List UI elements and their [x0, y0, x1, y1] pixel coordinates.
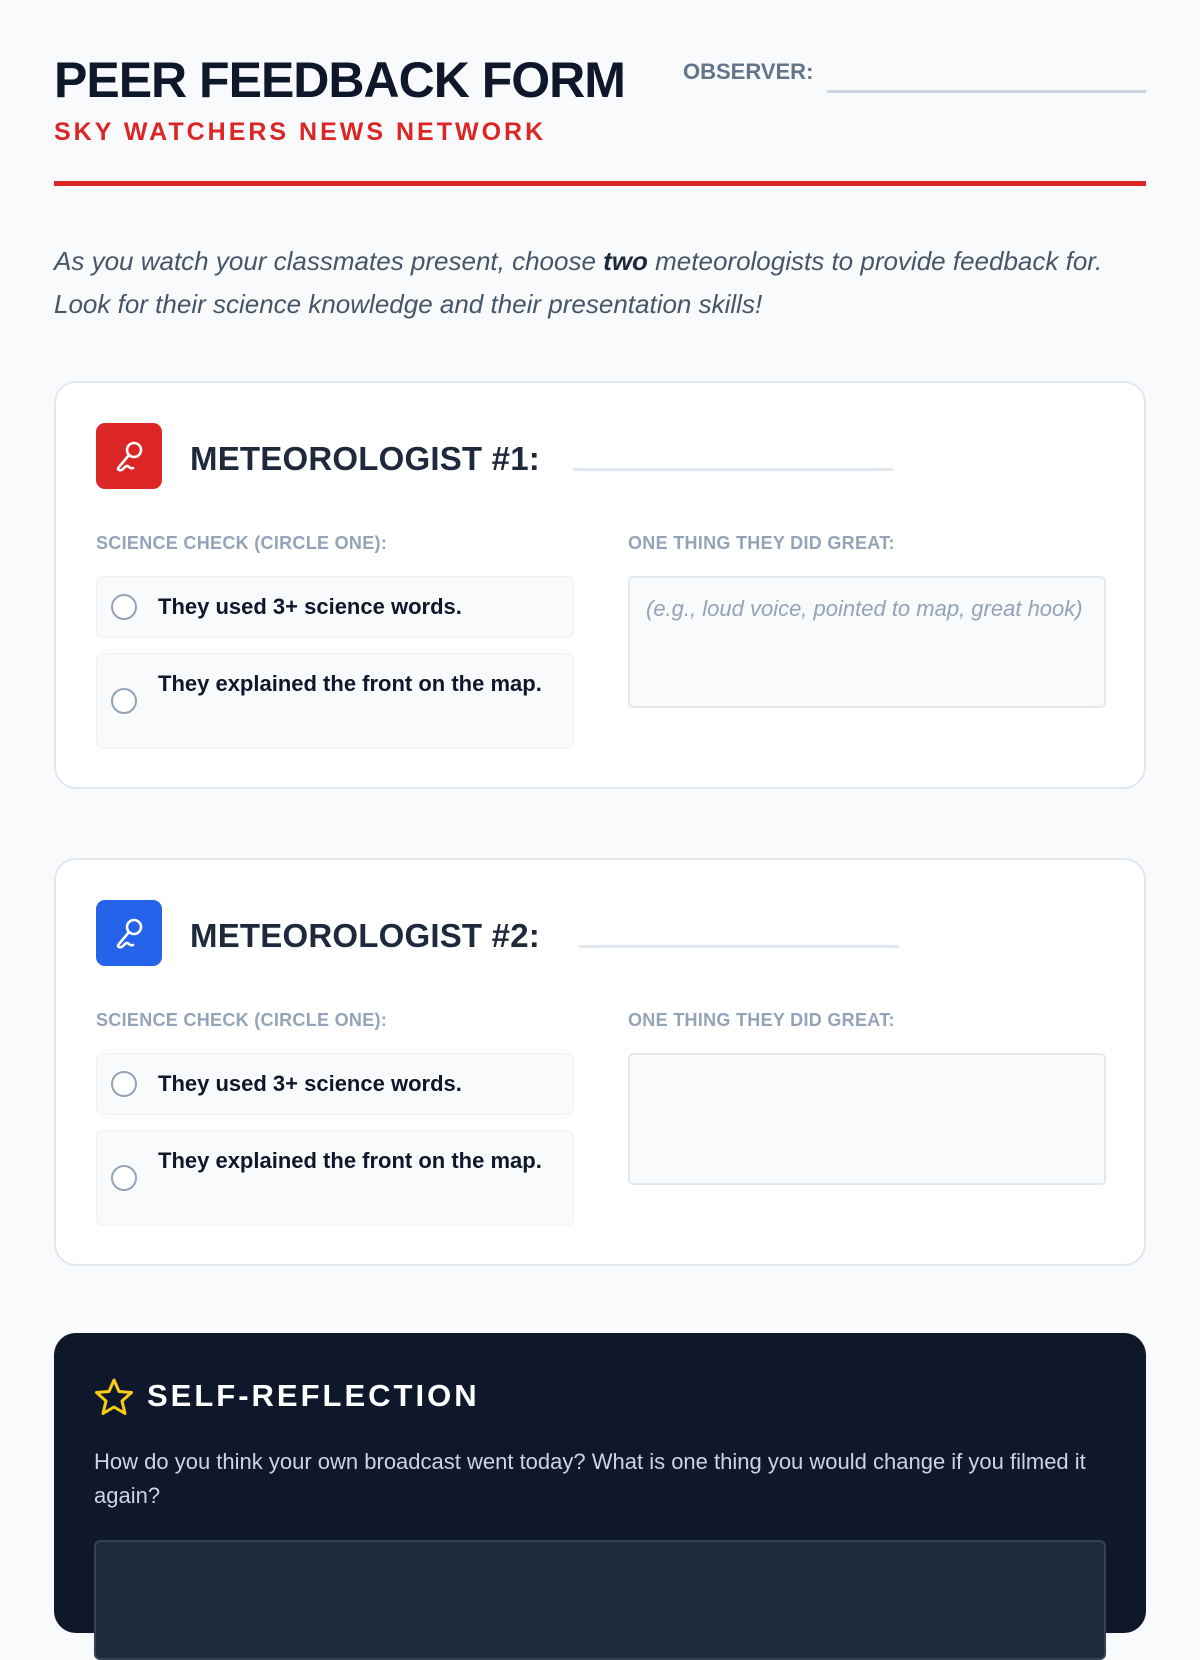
meteorologist-name-field[interactable] — [579, 945, 899, 948]
science-option[interactable] — [96, 1130, 574, 1226]
great-label: ONE THING THEY DID GREAT: — [628, 1010, 895, 1030]
self-reflection-panel — [54, 1333, 1146, 1633]
intro-part-1: As you watch your classmates present, choose — [54, 246, 604, 276]
radio-button[interactable] — [111, 1071, 137, 1097]
science-option[interactable] — [96, 1053, 574, 1115]
reflection-title: SELF-REFLECTION — [147, 1378, 480, 1413]
microphone-icon — [96, 423, 162, 489]
observer-label: OBSERVER: — [683, 59, 814, 84]
star-icon — [94, 1377, 134, 1417]
header — [54, 0, 1146, 188]
option-label: They used 3+ science words. — [158, 594, 462, 619]
intro-emphasis: two — [603, 246, 648, 276]
science-check-label: SCIENCE CHECK (CIRCLE ONE): — [96, 1010, 388, 1030]
reflection-prompt: How do you think your own broadcast went today? What is one thing you would change if you filmed it again? — [94, 1449, 1086, 1508]
intro-text — [54, 240, 1154, 326]
page-title: PEER FEEDBACK FORM — [54, 52, 625, 108]
great-feedback-field[interactable]: (e.g., loud voice, pointed to map, great hook) — [628, 576, 1106, 708]
radio-button[interactable] — [111, 688, 137, 714]
great-label: ONE THING THEY DID GREAT: — [628, 533, 895, 553]
science-option[interactable] — [96, 576, 574, 638]
microphone-icon — [96, 900, 162, 966]
radio-button[interactable] — [111, 1165, 137, 1191]
meteorologist-title: METEOROLOGIST #1: — [190, 440, 540, 477]
meteorologist-card-1 — [54, 381, 1146, 789]
observer-name-field[interactable] — [827, 90, 1146, 93]
option-label: They used 3+ science words. — [158, 1071, 462, 1096]
great-feedback-field[interactable] — [628, 1053, 1106, 1185]
option-label: They explained the front on the map. — [158, 671, 542, 696]
intro-part-2: meteorologists to provide feedback for. Look for their science knowledge and their presentation skills! — [54, 246, 1103, 319]
meteorologist-title: METEOROLOGIST #2: — [190, 917, 540, 954]
science-check-label: SCIENCE CHECK (CIRCLE ONE): — [96, 533, 388, 553]
option-label: They explained the front on the map. — [158, 1148, 542, 1173]
radio-button[interactable] — [111, 594, 137, 620]
science-option[interactable] — [96, 653, 574, 749]
network-subtitle: SKY WATCHERS NEWS NETWORK — [54, 118, 547, 146]
reflection-answer-field[interactable] — [94, 1540, 1106, 1660]
meteorologist-name-field[interactable] — [573, 468, 893, 471]
meteorologist-card-2 — [54, 858, 1146, 1266]
header-divider — [54, 181, 1146, 186]
